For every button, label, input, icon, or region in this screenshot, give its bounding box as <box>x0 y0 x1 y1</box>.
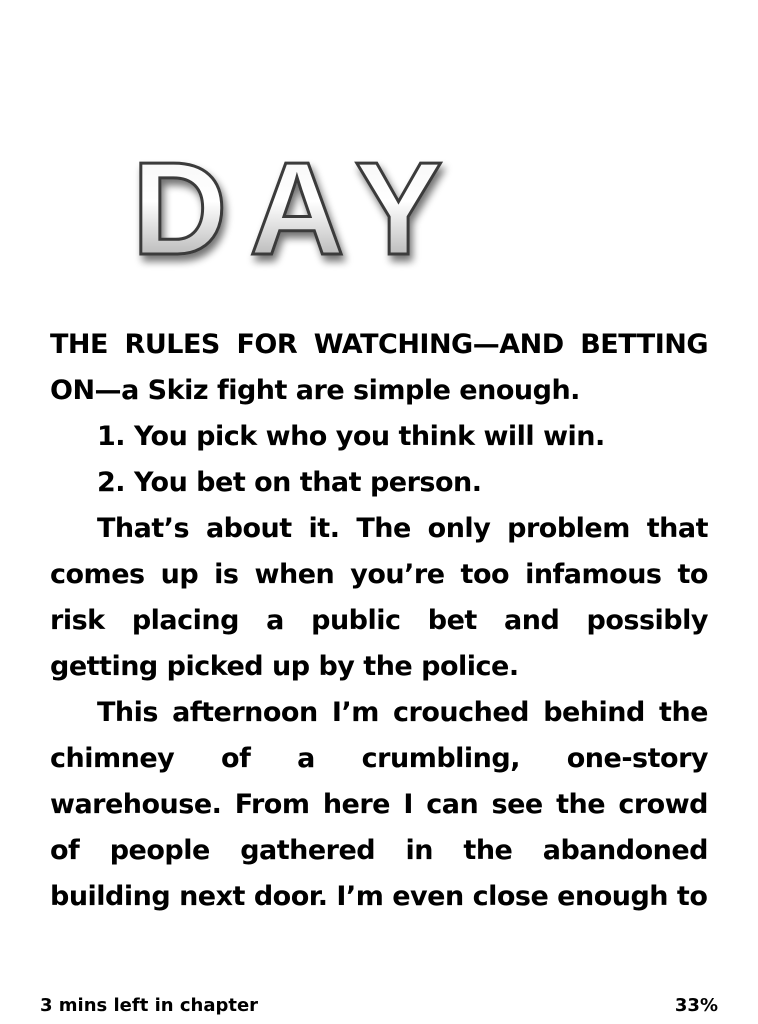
body-paragraph: This afternoon I’m crouched behind the chimney of a crumbling, one-story warehouse. From here I can see the crowd of people gathered in the abandoned building next door. I’m even close enough to <box>50 697 708 912</box>
progress-percent: 33% <box>674 994 718 1016</box>
chapter-title-graphic <box>128 140 568 280</box>
chapter-title-text: DAY <box>132 140 465 280</box>
reading-footer <box>40 992 718 1018</box>
lead-rest: a Skiz fight are simple enough. <box>121 375 580 406</box>
body-paragraph: That’s about it. The only problem that comes up is when you’re too infamous to risk placing a public bet and possibly getting picked up by the police. <box>50 513 708 682</box>
lead-paragraph <box>50 322 708 414</box>
rule-item: 1. You pick who you think will win. <box>97 421 605 452</box>
rule-item: 2. You bet on that person. <box>97 467 482 498</box>
chapter-body <box>50 322 708 920</box>
lead-caps: THE RULES FOR WATCHING—AND BETTING ON— <box>50 329 708 406</box>
chapter-title <box>128 140 568 280</box>
time-left-label: 3 mins left in chapter <box>40 994 259 1016</box>
